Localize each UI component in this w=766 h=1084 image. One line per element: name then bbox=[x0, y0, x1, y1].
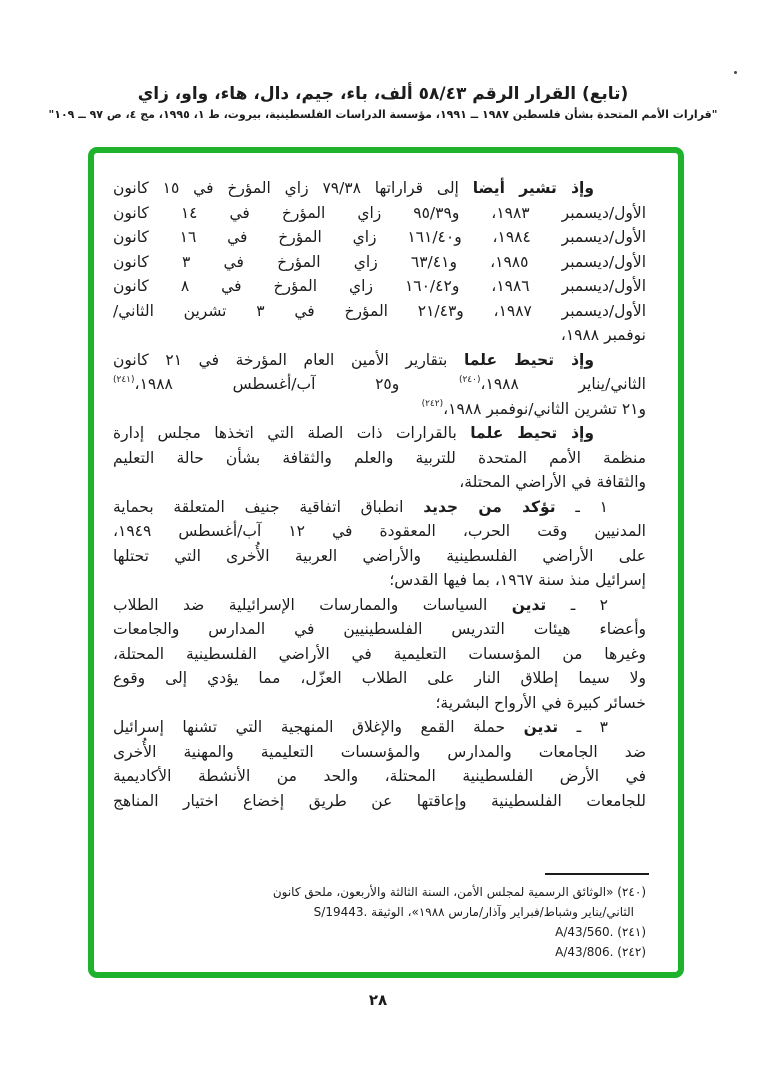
text-segment: تدين bbox=[511, 595, 547, 614]
text-line bbox=[113, 348, 646, 373]
text-segment: تدين bbox=[523, 718, 559, 736]
text-segment: خسائر كبيرة في الأرواح البشرية؛ bbox=[435, 693, 646, 712]
text-segment: على الأراضي الفلسطينية والأراضي العربية الأُخرى التي تحتلها bbox=[113, 546, 646, 565]
text-segment: الثاني/يناير ١٩٨٨، bbox=[480, 375, 646, 393]
text-line bbox=[113, 764, 646, 789]
text-segment: السياسات والممارسات الإسرائيلية ضد الطلاب bbox=[113, 595, 512, 614]
text-line bbox=[113, 176, 646, 201]
text-segment: بتقارير الأمين العام المؤرخة في ٢١ كانون bbox=[113, 350, 464, 369]
footnote-marker: (٢٤٠) bbox=[458, 374, 481, 385]
text-line bbox=[113, 740, 646, 765]
text-segment: إلى قراراتها ٧٩/٣٨ زاي المؤرخ في ١٥ كانون bbox=[113, 179, 473, 197]
resolution-text bbox=[113, 176, 646, 813]
text-segment: تؤكد من جديد bbox=[423, 497, 556, 516]
text-segment: ضد الجامعات والمدارس والمؤسسات التعليمية والمهنية الأُخرى bbox=[113, 742, 646, 761]
text-segment: ١ ـ bbox=[555, 497, 608, 516]
text-segment: الأول/ديسمبر ١٩٨٦، و١٦٠/٤٢ زاي المؤرخ في ٨ كانون bbox=[113, 277, 647, 295]
text-segment: بالقرارات ذات الصلة التي اتخذها مجلس إدارة bbox=[113, 424, 471, 442]
text-line bbox=[113, 642, 646, 667]
text-line bbox=[113, 372, 646, 397]
text-segment: وأعضاء هيئات التدريس الفلسطينيين في المدارس والجامعات bbox=[113, 620, 646, 638]
print-artifact-dot bbox=[734, 71, 737, 74]
text-line bbox=[113, 666, 646, 691]
text-segment: للجامعات الفلسطينية وإعاقتها عن طريق إخضاع اختيار المناهج bbox=[113, 791, 646, 810]
footnote-marker: (٢٤٢) bbox=[421, 399, 444, 410]
text-segment: في الأرض الفلسطينية المحتلة، والحد من الأنشطة الأكاديمية bbox=[113, 767, 646, 785]
resolution-continuation-title: (تابع) القرار الرقم ٥٨/٤٣ ألف، باء، جيم، دال، هاء، واو، زاي bbox=[137, 84, 629, 104]
text-segment: (٢٤٠) «الوثائق الرسمية لمجلس الأمن، السنة الثالثة والأربعون، ملحق كانون bbox=[272, 885, 646, 899]
text-segment: A/43/560. bbox=[555, 925, 614, 939]
text-segment: الأول/ديسمبر ١٩٨٧، و٢١/٤٣ المؤرخ في ٣ تشرين الثاني/ bbox=[113, 301, 647, 320]
text-line bbox=[113, 691, 646, 716]
text-segment: ٣ ـ bbox=[558, 718, 608, 736]
text-line bbox=[113, 225, 646, 250]
text-segment: وإذ تحيط علما bbox=[463, 350, 595, 369]
text-line bbox=[113, 274, 646, 299]
text-line bbox=[113, 715, 646, 740]
text-line bbox=[113, 201, 646, 226]
text-line bbox=[113, 470, 646, 495]
text-segment: A/43/806. bbox=[555, 945, 614, 959]
text-line bbox=[113, 421, 646, 446]
text-segment: ٢ ـ bbox=[546, 595, 608, 614]
text-segment: (٢٤٢) bbox=[613, 945, 646, 959]
text-line bbox=[113, 446, 646, 471]
text-segment: إسرائيل منذ سنة ١٩٦٧، بما فيها القدس؛ bbox=[389, 571, 646, 589]
text-line bbox=[113, 323, 646, 348]
text-line bbox=[113, 789, 646, 814]
footnote-line bbox=[113, 882, 646, 902]
text-line bbox=[113, 568, 646, 593]
text-segment: الأول/ديسمبر ١٩٨٤، و١٦١/٤٠ زاي المؤرخ في ١٦ كانون bbox=[113, 228, 647, 246]
text-segment: ولا سيما إطلاق النار على الطلاب العزّل، مما يؤدي إلى وقوع bbox=[113, 669, 646, 687]
text-segment: والثقافة في الأراضي المحتلة، bbox=[459, 473, 646, 491]
text-segment: وغيرها من المؤسسات التعليمية في الأراضي الفلسطينية المحتلة، bbox=[113, 644, 646, 663]
footnote-separator bbox=[545, 873, 649, 875]
text-segment: نوفمبر ١٩٨٨، bbox=[560, 326, 646, 344]
text-line bbox=[113, 617, 646, 642]
footnote-line bbox=[113, 902, 646, 922]
text-segment: منظمة الأمم المتحدة للتربية والعلم والثقافة بشأن حالة التعليم bbox=[113, 448, 646, 467]
text-line bbox=[113, 299, 646, 324]
text-segment: حملة القمع والإغلاق المنهجية التي تشنها إسرائيل bbox=[113, 718, 524, 736]
text-line bbox=[113, 397, 646, 422]
footnote-line bbox=[113, 922, 646, 942]
footnotes bbox=[113, 882, 646, 962]
text-segment: الأول/ديسمبر ١٩٨٣، و٩٥/٣٩ زاي المؤرخ في ١٤ كانون bbox=[113, 203, 647, 222]
text-segment: وإذ تحيط علما bbox=[470, 424, 594, 442]
footnote-line bbox=[113, 942, 646, 962]
footnote-marker: (٢٤١) bbox=[113, 374, 135, 385]
text-segment: الثاني/يناير وشباط/فبراير وآذار/مارس ١٩٨٨»، الوثيقة bbox=[367, 905, 634, 919]
text-segment: (٢٤١) bbox=[613, 925, 646, 939]
text-segment: وإذ تشير أيضا bbox=[472, 179, 595, 197]
text-segment: و٢٥ آب/أغسطس ١٩٨٨، bbox=[134, 375, 459, 393]
text-segment: الأول/ديسمبر ١٩٨٥، و٦٣/٤١ زاي المؤرخ في ٣ كانون bbox=[113, 252, 647, 271]
text-line bbox=[113, 544, 646, 569]
text-line bbox=[113, 495, 646, 520]
source-citation: "قرارات الأمم المتحدة بشأن فلسطين ١٩٨٧ ــ ١٩٩١، مؤسسة الدراسات الفلسطينية، بيروت، ط ١، ١٩٩٥، مج ٤، ص ٩٧ ــ ١٠٩" bbox=[48, 108, 718, 121]
text-segment: و٢١ تشرين الثاني/نوفمبر ١٩٨٨، bbox=[443, 399, 646, 418]
page-number: ٢٨ bbox=[368, 991, 388, 1009]
text-segment: S/19443. bbox=[313, 905, 368, 919]
text-line bbox=[113, 250, 646, 275]
text-line bbox=[113, 593, 646, 618]
text-segment: انطباق اتفاقية جنيف المتعلقة بحماية bbox=[113, 497, 424, 516]
text-segment: المدنيين وقت الحرب، المعقودة في ١٢ آب/أغسطس ١٩٤٩، bbox=[113, 522, 646, 540]
text-line bbox=[113, 519, 646, 544]
